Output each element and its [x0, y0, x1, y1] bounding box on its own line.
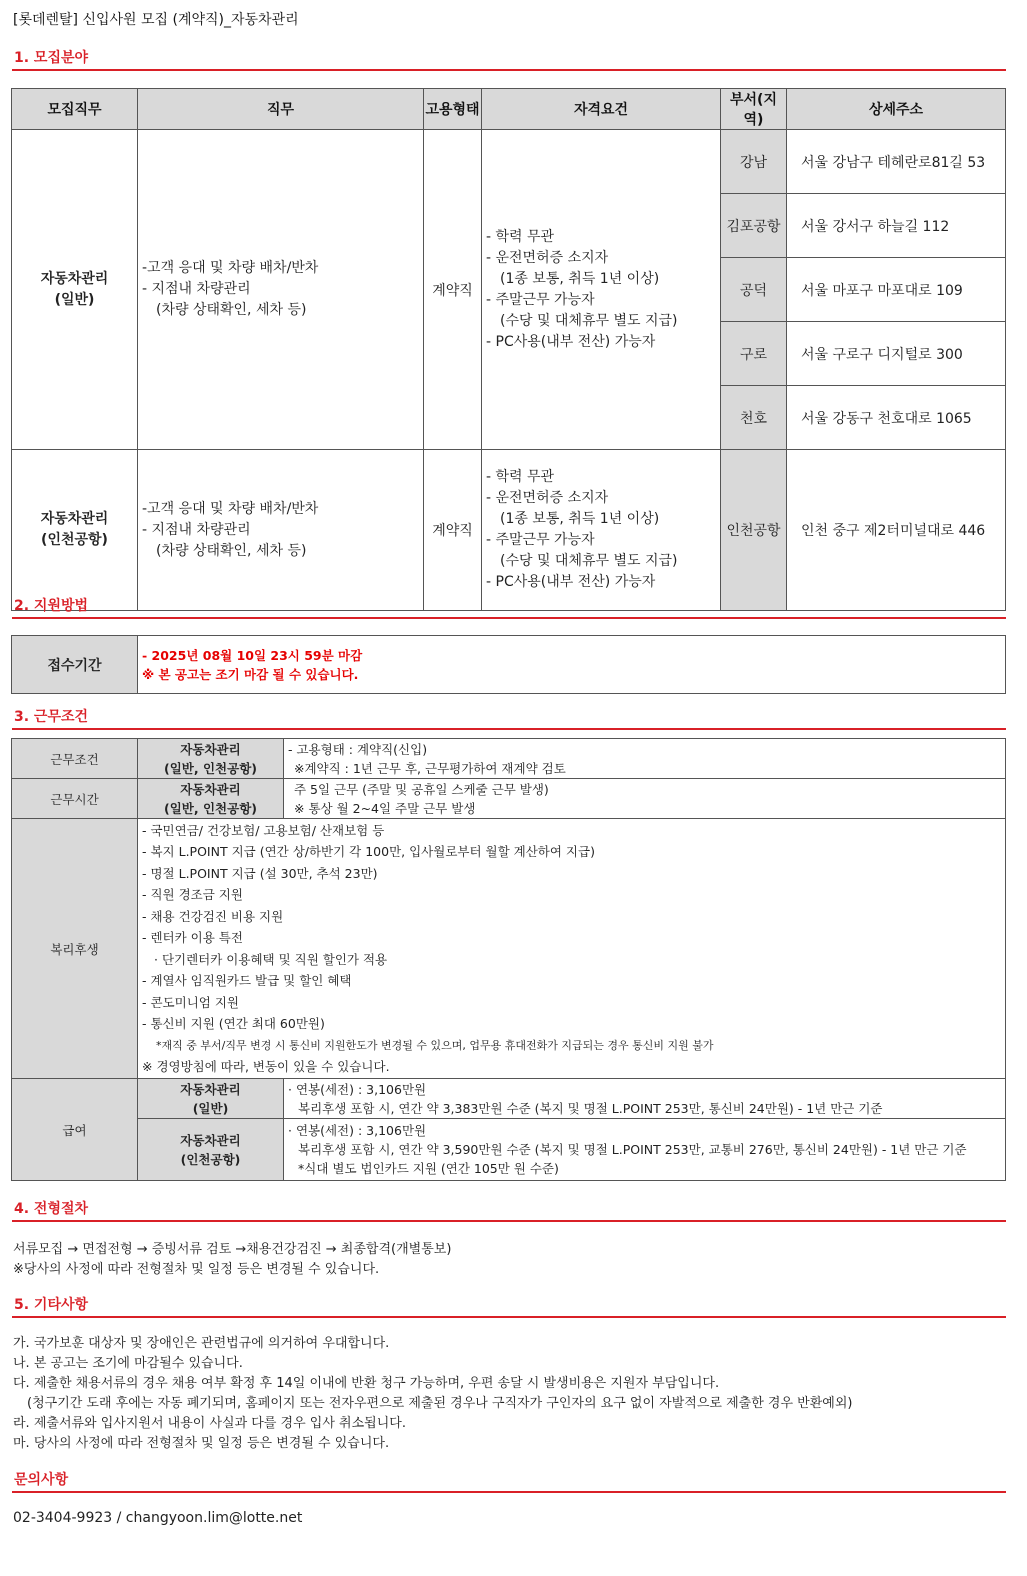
welfare-value: - 국민연금/ 건강보험/ 고용보험/ 산재보험 등 - 복지 L.POINT 지급 (연간 상/하반기 각 100만, 입사월로부터 월할 계산하여 지급) - 명절 L.POINT 지급 (설 30만, 추석 23만) - 직원 경조금 지원 - 채용 건강검진 비용 지원 - 렌터카 이용 특전 · 단기렌터카 이용혜택 및 직원 할인가 적용 - 계열사 임직원카드 발급 및 할인 혜택 - 콘도미니엄 지원 - 통신비 지원 (연간 최대 60만원) *재직 중 부서/직무 변경 시 통신비 지원한도가 변경될 수 있으며, 업무용 휴대전화가 지급되는 경우 통신비 지원 불가 ※ 경영방침에 따라, 변동이 있을 수 있습니다.: [138, 819, 1006, 1079]
section-title: 문의사항: [14, 1472, 69, 1488]
table-row: [12, 1079, 1006, 1119]
conditions-table: [11, 738, 1006, 1181]
section-header-contact: [12, 1467, 1006, 1493]
contact-text: 02-3404-9923 / changyoon.lim@lotte.net: [13, 1510, 303, 1526]
section-title: 5. 기타사항: [14, 1297, 89, 1313]
col-header: 고용형태: [424, 89, 482, 130]
address-cell: 서울 강서구 하늘길 112: [787, 194, 1006, 258]
table-row: [12, 1119, 1006, 1181]
section-header-etc: [12, 1292, 1006, 1318]
col-header: 직무: [138, 89, 424, 130]
col-header: 모집직무: [12, 89, 138, 130]
work-cond-sub: 자동차관리 (일반, 인천공항): [138, 739, 284, 779]
duties-cell: -고객 응대 및 차량 배차/반차 - 지점내 차량관리 (차량 상태확인, 세차 등): [138, 450, 424, 611]
dept-cell: 인천공항: [721, 450, 787, 611]
table-row: [12, 739, 1006, 779]
recruit-table: [11, 88, 1006, 611]
address-cell: 서울 강동구 천호대로 1065: [787, 386, 1006, 450]
etc-text: 가. 국가보훈 대상자 및 장애인은 관련법규에 의거하여 우대합니다. 나. 본 공고는 조기에 마감될수 있습니다. 다. 제출한 채용서류의 경우 채용 여부 확정 후 14일 이내에 반환 청구 가능하며, 우편 송달 시 발생비용은 지원자 부담입니다. (청구기간 도래 후에는 자동 폐기되며, 홈페이지 또는 전자우편으로 제출된 경우나 구직자가 구인자의 요구 없이 자발적으로 제출한 경우 반환예외) 라. 제출서류와 입사지원서 내용이 사실과 다를 경우 입사 취소됩니다. 마. 당사의 사정에 따라 전형절차 및 일정 등은 변경될 수 있습니다.: [13, 1336, 853, 1451]
section-header-apply-method: [12, 593, 1006, 619]
requirements-cell: - 학력 무관 - 운전면허증 소지자 (1종 보통, 취득 1년 이상) - 주말근무 가능자 (수당 및 대체휴무 별도 지급) - PC사용(내부 전산) 가능자: [482, 130, 721, 450]
col-header: 부서(지역): [721, 89, 787, 130]
section-title: 4. 전형절차: [14, 1201, 89, 1217]
table-row: [12, 450, 1006, 611]
address-cell: 인천 중구 제2터미널대로 446: [787, 450, 1006, 611]
table-row: [12, 779, 1006, 819]
address-cell: 서울 강남구 테헤란로81길 53: [787, 130, 1006, 194]
document-title: [롯데렌탈] 신입사원 모집 (계약직)_자동차관리: [13, 12, 299, 28]
table-row: [12, 636, 1006, 694]
process-text: 서류모집 → 면접전형 → 증빙서류 검토 →채용건강검진 → 최종합격(개별통보) ※당사의 사정에 따라 전형절차 및 일정 등은 변경될 수 있습니다.: [13, 1242, 452, 1277]
apply-period-label: 접수기간: [12, 636, 138, 694]
dept-cell: 강남: [721, 130, 787, 194]
role-cell: 자동차관리 (인천공항): [12, 450, 138, 611]
section-header-process: [12, 1196, 1006, 1222]
welfare-label: 복리후생: [12, 819, 138, 1079]
address-cell: 서울 구로구 디지털로 300: [787, 322, 1006, 386]
salary-incheon-value: · 연봉(세전) : 3,106만원 복리후생 포함 시, 연간 약 3,590만원 수준 (복지 및 명절 L.POINT 253만, 교통비 276만, 통신비 24만원) - 1년 만근 기준 *식대 별도 법인카드 지원 (연간 105만 원 수준): [284, 1119, 1006, 1181]
section-header-work-conditions: [12, 704, 1006, 730]
col-header: 자격요건: [482, 89, 721, 130]
duties-cell: -고객 응대 및 차량 배차/반차 - 지점내 차량관리 (차량 상태확인, 세차 등): [138, 130, 424, 450]
address-cell: 서울 마포구 마포대로 109: [787, 258, 1006, 322]
section-title: 3. 근무조건: [14, 709, 89, 725]
apply-period-value: - 2025년 08월 10일 23시 59분 마감 ※ 본 공고는 조기 마감 될 수 있습니다.: [138, 636, 1006, 694]
dept-cell: 구로: [721, 322, 787, 386]
col-header: 상세주소: [787, 89, 1006, 130]
work-time-sub: 자동차관리 (일반, 인천공항): [138, 779, 284, 819]
dept-cell: 김포공항: [721, 194, 787, 258]
dept-cell: 공덕: [721, 258, 787, 322]
salary-label: 급여: [12, 1079, 138, 1181]
work-cond-label: 근무조건: [12, 739, 138, 779]
recruit-table-header: [12, 89, 1006, 130]
work-time-label: 근무시간: [12, 779, 138, 819]
role-cell: 자동차관리 (일반): [12, 130, 138, 450]
table-row: [12, 130, 1006, 194]
salary-sub: 자동차관리 (인천공항): [138, 1119, 284, 1181]
employment-cell: 계약직: [424, 130, 482, 450]
table-row: [12, 819, 1006, 1079]
dept-cell: 천호: [721, 386, 787, 450]
section-title: 2. 지원방법: [14, 598, 89, 614]
salary-general-value: · 연봉(세전) : 3,106만원 복리후생 포함 시, 연간 약 3,383만원 수준 (복지 및 명절 L.POINT 253만, 통신비 24만원) - 1년 만근 기준: [284, 1079, 1006, 1119]
salary-sub: 자동차관리 (일반): [138, 1079, 284, 1119]
employment-cell: 계약직: [424, 450, 482, 611]
apply-table: [11, 635, 1006, 694]
work-time-value: 주 5일 근무 (주말 및 공휴일 스케줄 근무 발생) ※ 통상 월 2~4일 주말 근무 발생: [284, 779, 1006, 819]
requirements-cell: - 학력 무관 - 운전면허증 소지자 (1종 보통, 취득 1년 이상) - 주말근무 가능자 (수당 및 대체휴무 별도 지급) - PC사용(내부 전산) 가능자: [482, 450, 721, 611]
section-title: 1. 모집분야: [14, 50, 89, 66]
work-cond-value: - 고용형태 : 계약직(신입) ※계약직 : 1년 근무 후, 근무평가하여 재계약 검토: [284, 739, 1006, 779]
section-header-recruit-field: [12, 45, 1006, 71]
